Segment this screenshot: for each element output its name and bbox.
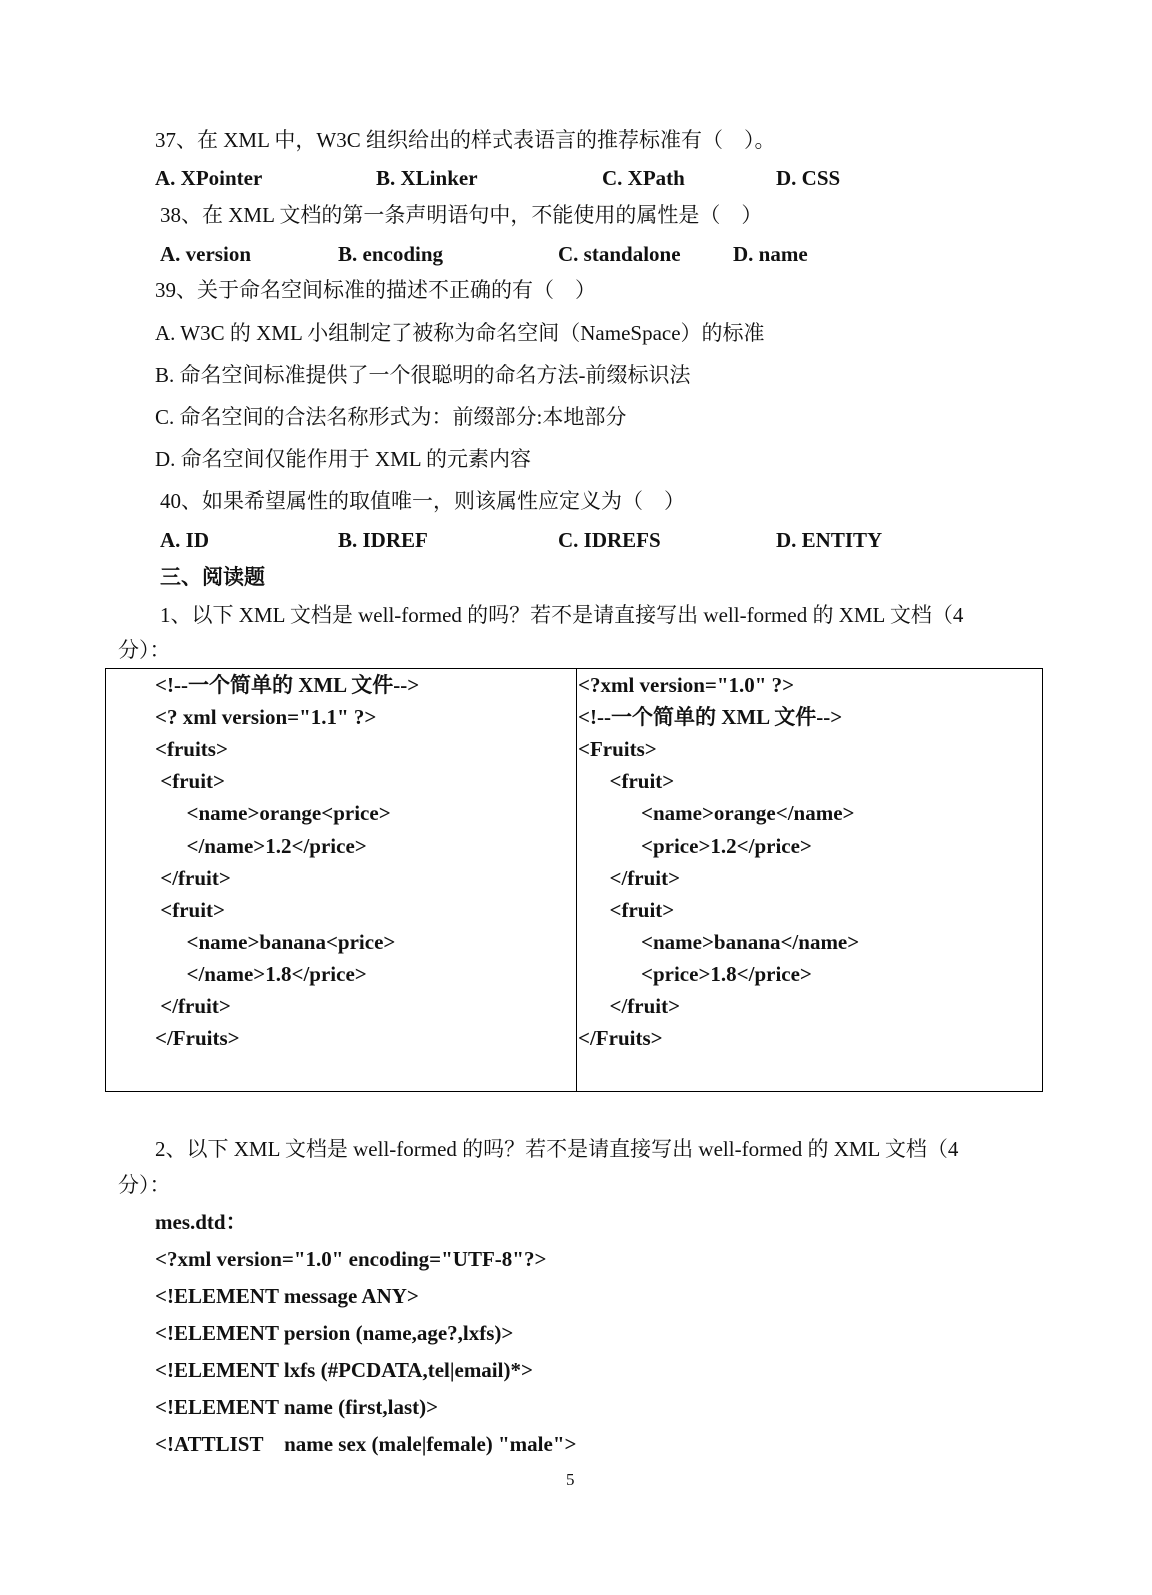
- code-line: <? xml version="1.1" ?>: [155, 705, 377, 730]
- code-line: </fruit>: [578, 865, 681, 890]
- table-divider: [576, 669, 577, 1091]
- code-line: <fruit>: [578, 897, 675, 922]
- code-line: </name>1.8</price>: [155, 961, 367, 986]
- reading-2-prompt: 2、以下 XML 文档是 well-formed 的吗？若不是请直接写出 well-formed 的 XML 文档（4: [155, 1137, 959, 1161]
- q37-option-a: A. XPointer: [155, 166, 263, 190]
- section-title: 三、阅读题: [160, 565, 265, 589]
- q38-option-a: A. version: [160, 242, 251, 266]
- dtd-line: <!ELEMENT lxfs (#PCDATA,tel|email)*>: [155, 1358, 533, 1382]
- reading-1-prompt-cont: 分）：: [118, 638, 171, 662]
- code-line: <fruit>: [155, 897, 226, 922]
- dtd-line: <!ELEMENT message ANY>: [155, 1284, 419, 1308]
- question-37: 37、在 XML 中，W3C 组织给出的样式表语言的推荐标准有（ ）。: [155, 128, 776, 152]
- q38-option-c: C. standalone: [558, 242, 681, 266]
- code-line: </fruit>: [578, 994, 681, 1018]
- q37-option-b: B. XLinker: [376, 166, 478, 190]
- dtd-line: <!ELEMENT name (first,last)>: [155, 1395, 439, 1419]
- q39-option-c: C. 命名空间的合法名称形式为：前缀部分:本地部分: [155, 405, 627, 429]
- code-line: </fruit>: [155, 865, 231, 890]
- q39-option-b: B. 命名空间标准提供了一个很聪明的命名方法-前缀标识法: [155, 363, 691, 387]
- code-line: <price>1.8</price>: [578, 961, 812, 986]
- code-line: <fruit>: [578, 769, 675, 794]
- code-line: <!--一个简单的 XML 文件-->: [578, 705, 843, 730]
- code-line: </name>1.2</price>: [155, 833, 367, 858]
- q39-option-d: D. 命名空间仅能作用于 XML 的元素内容: [155, 447, 532, 471]
- code-line: <!--一个简单的 XML 文件-->: [155, 673, 420, 697]
- dtd-line: <?xml version="1.0" encoding="UTF-8"?>: [155, 1247, 547, 1271]
- code-line: <name>banana</name>: [578, 929, 860, 954]
- code-line: </Fruits>: [155, 1026, 240, 1051]
- code-line: <?xml version="1.0" ?>: [578, 673, 795, 697]
- q38-option-b: B. encoding: [338, 242, 444, 266]
- q40-option-a: A. ID: [160, 528, 210, 552]
- q37-option-c: C. XPath: [602, 166, 685, 190]
- q37-option-d: D. CSS: [776, 166, 841, 190]
- code-line: <name>orange</name>: [578, 801, 855, 826]
- q40-option-c: C. IDREFS: [558, 528, 661, 552]
- code-line: <name>orange<price>: [155, 801, 391, 826]
- code-line: </Fruits>: [578, 1026, 663, 1051]
- question-40: 40、如果希望属性的取值唯一，则该属性应定义为（ ）: [160, 489, 685, 513]
- question-39: 39、关于命名空间标准的描述不正确的有（ ）: [155, 278, 596, 302]
- q39-option-a: A. W3C 的 XML 小组制定了被称为命名空间（NameSpace）的标准: [155, 321, 765, 345]
- code-line: <Fruits>: [578, 737, 657, 762]
- code-comparison-table: [105, 668, 1043, 1092]
- code-line: <fruits>: [155, 737, 228, 762]
- code-line: <fruit>: [155, 769, 226, 794]
- code-line: </fruit>: [155, 994, 231, 1018]
- code-line: <name>banana<price>: [155, 929, 396, 954]
- q40-option-b: B. IDREF: [338, 528, 428, 552]
- dtd-line: <!ELEMENT persion (name,age?,lxfs)>: [155, 1321, 514, 1345]
- q38-option-d: D. name: [733, 242, 808, 266]
- question-38: 38、在 XML 文档的第一条声明语句中，不能使用的属性是（ ）: [160, 203, 763, 227]
- code-line: <price>1.2</price>: [578, 833, 812, 858]
- reading-1-prompt: 1、以下 XML 文档是 well-formed 的吗？若不是请直接写出 well-formed 的 XML 文档（4: [160, 603, 964, 627]
- q40-option-d: D. ENTITY: [776, 528, 883, 552]
- dtd-line: <!ATTLIST name sex (male|female) "male">: [155, 1432, 577, 1456]
- dtd-line: mes.dtd：: [155, 1210, 247, 1234]
- reading-2-prompt-cont: 分）：: [118, 1173, 171, 1197]
- page-number: 5: [566, 1470, 575, 1489]
